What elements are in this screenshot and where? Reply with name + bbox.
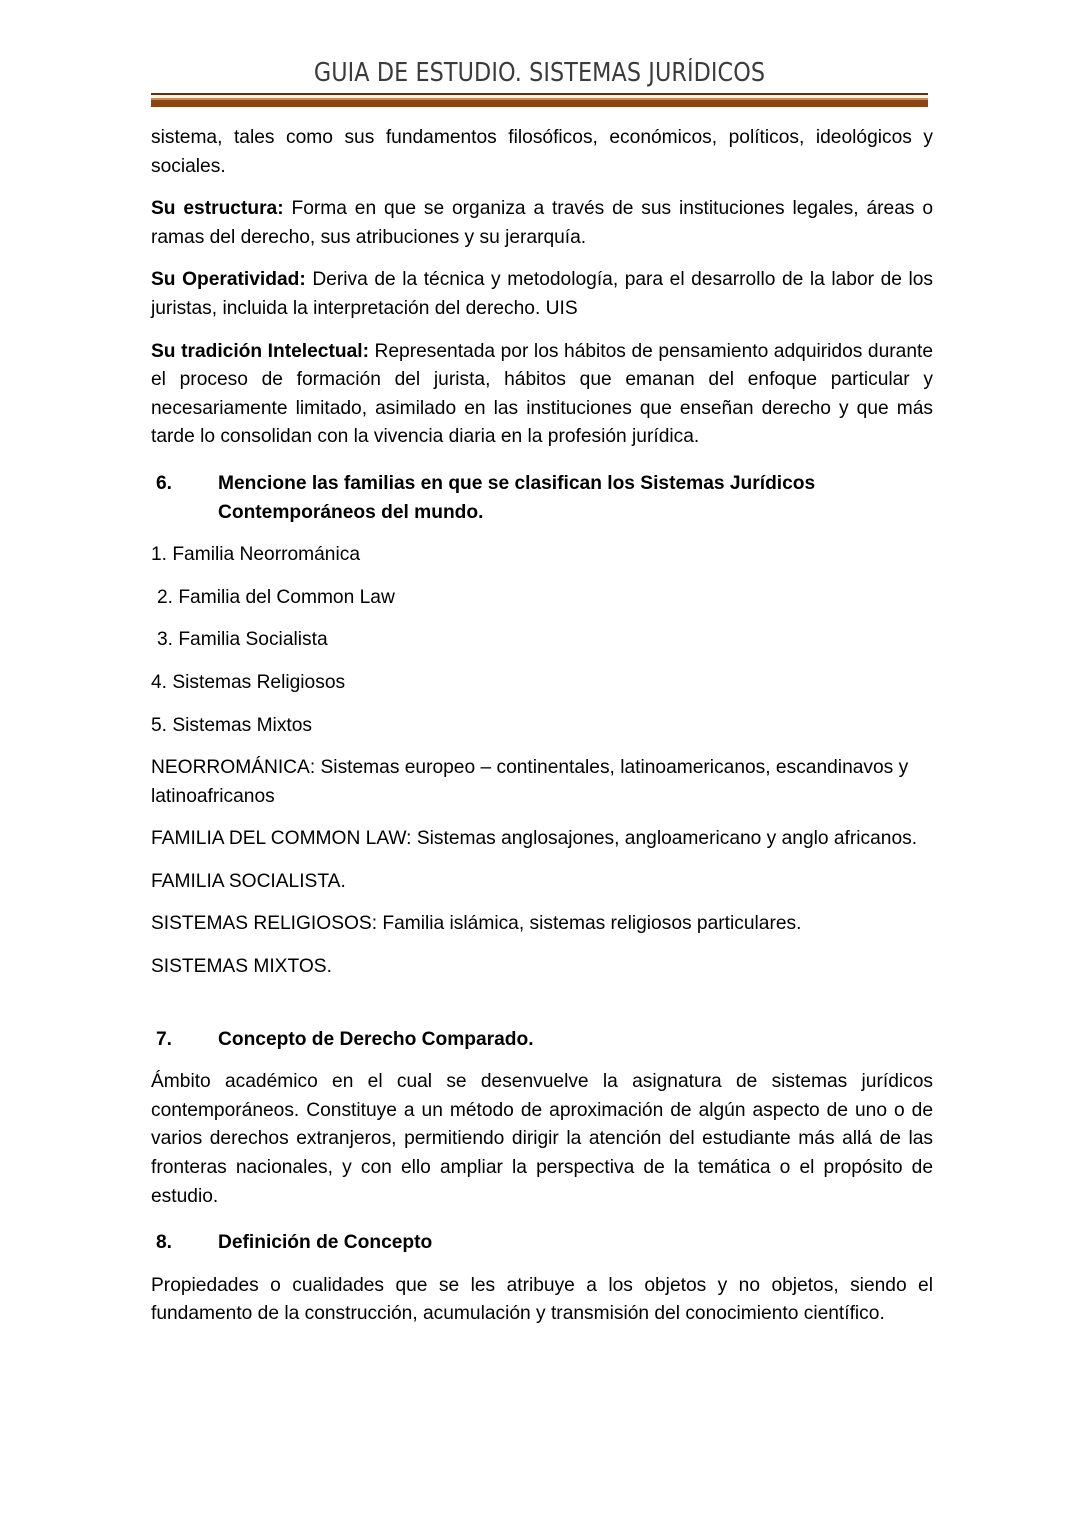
- document-body: [151, 124, 933, 1329]
- paragraph-tradicion: [151, 338, 933, 452]
- list-item: 5. Sistemas Mixtos: [151, 714, 313, 736]
- question-text-6: Mencione las familias en que se clasifican los Sistemas Jurídicos Contemporáneos del mundo.: [218, 472, 816, 523]
- paragraph-tradicion-lead: Su tradición Intelectual:: [151, 340, 369, 362]
- question-heading-6: [151, 470, 933, 527]
- question-heading-8: [151, 1229, 933, 1258]
- paragraph-estructura: [151, 195, 933, 252]
- family-detail-religiosos: SISTEMAS RELIGIOSOS: Familia islámica, sistemas religiosos particulares.: [151, 913, 802, 935]
- list-item: 2. Familia del Common Law: [157, 586, 395, 608]
- question-heading-7: [151, 1026, 933, 1055]
- paragraph-estructura-text: Forma en que se organiza a través de sus instituciones legales, áreas o ramas del derecho, sus atribuciones y su jerarquía.: [151, 198, 933, 248]
- paragraph-operatividad-text: Deriva de la técnica y metodología, para el desarrollo de la labor de los juristas, incluida la interpretación del derecho. UIS: [151, 269, 933, 319]
- paragraph-operatividad-lead: Su Operatividad:: [151, 269, 306, 291]
- question-text-8: Definición de Concepto: [218, 1232, 433, 1254]
- question-number-8: 8.: [156, 1232, 173, 1254]
- family-detail-common-law: FAMILIA DEL COMMON LAW: Sistemas anglosajones, angloamericano y anglo africanos.: [151, 828, 918, 850]
- family-detail-mixtos: SISTEMAS MIXTOS.: [151, 956, 332, 978]
- document-header: [151, 58, 928, 107]
- answer-paragraph-7: Ámbito académico en el cual se desenvuelve la asignatura de sistemas jurídicos contemporáneos. Constituye a un método de aproximación de algún aspecto de uno o de varios derechos extranjeros, permitiendo dirigir la atención del estudiante más allá de las fronteras nacionales, y con ello ampliar la perspectiva de la temática o el propósito de estudio.: [151, 1071, 933, 1207]
- list-item: 3. Familia Socialista: [157, 629, 328, 651]
- paragraph-operatividad: [151, 266, 933, 323]
- family-detail-neorromanica: NEORROMÁNICA: Sistemas europeo – continentales, latinoamericanos, escandinavos y latinoafricanos: [151, 757, 909, 807]
- question-number-7: 7.: [156, 1028, 173, 1050]
- divider-line-thick: [151, 100, 928, 107]
- list-item: 4. Sistemas Religiosos: [151, 671, 346, 693]
- paragraph-estructura-lead: Su estructura:: [151, 198, 284, 220]
- question-number-6: 6.: [156, 472, 173, 494]
- question-text-7: Concepto de Derecho Comparado.: [218, 1028, 534, 1050]
- list-item: 1. Familia Neorrománica: [151, 544, 361, 566]
- page-title: GUIA DE ESTUDIO. SISTEMAS JURÍDICOS: [313, 58, 766, 88]
- family-detail-socialista: FAMILIA SOCIALISTA.: [151, 870, 346, 892]
- paragraph-continued: sistema, tales como sus fundamentos filosóficos, económicos, políticos, ideológicos y sociales.: [151, 127, 933, 177]
- header-divider: [151, 93, 928, 107]
- paragraph-tradicion-text: Representada por los hábitos de pensamiento adquiridos durante el proceso de formación del jurista, hábitos que emanan del enfoque particular y necesariamente limitado, asimilado en las instituciones que enseñan derecho y que más tarde lo consolidan con la vivencia diaria en la profesión jurídica.: [151, 340, 933, 448]
- answer-paragraph-8: Propiedades o cualidades que se les atribuye a los objetos y no objetos, siendo el fundamento de la construcción, acumulación y transmisión del conocimiento científico.: [151, 1274, 933, 1325]
